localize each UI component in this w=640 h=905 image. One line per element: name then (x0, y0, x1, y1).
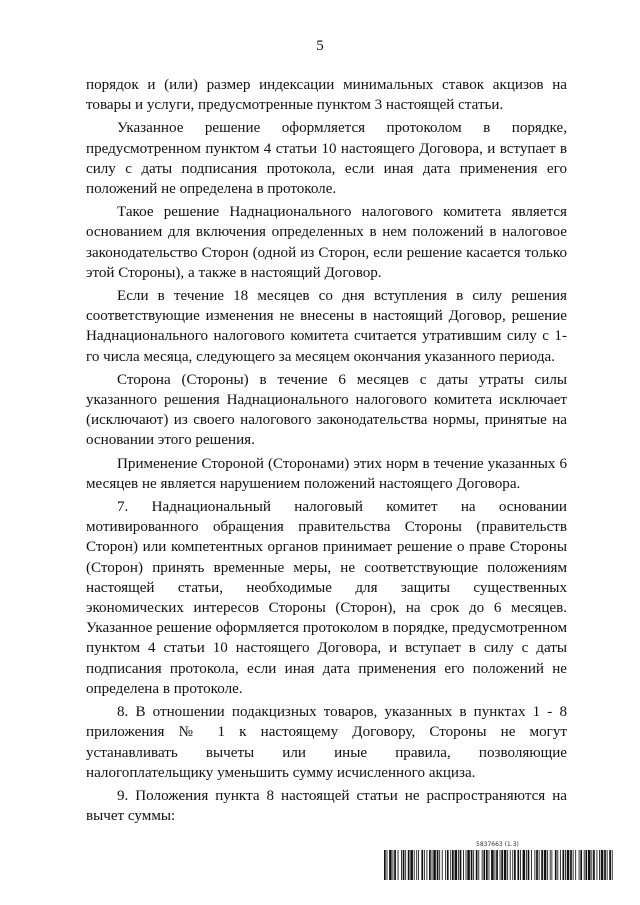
paragraph-5: Сторона (Стороны) в течение 6 месяцев с даты утраты силы указанного решения Наднационального налогового комитета исключает (исключают) из своего налогового законодательства нормы, принятые на основании этого решения. (86, 371, 567, 449)
paragraph-9: 9. Положения пункта 8 настоящей статьи не распространяются на вычет суммы: (86, 787, 567, 825)
document-body (86, 75, 567, 829)
paragraph-2: Указанное решение оформляется протоколом в порядке, предусмотренном пунктом 4 статьи 10 настоящего Договора, и вступает в силу с даты подписания протокола, если иная дата применения его положений не определена в протоколе. (86, 120, 567, 198)
paragraph-8: 8. В отношении подакцизных товаров, указанных в пунктах 1 - 8 приложения № 1 к настоящему Договору, Стороны не могут устанавливать вычеты или иные правила, позволяющие налогоплательщику уменьшить сумму исчисленного акциза. (86, 704, 567, 781)
barcode-caption: 5837663 (1.3) (476, 841, 519, 848)
paragraph-7: 7. Наднациональный налоговый комитет на основании мотивированного обращения правительства Стороны (правительств Сторон) или компетентных органов принимает решение о праве Стороны (Сторон) принять временные меры, не соответствующие положениям настоящей статьи, необходимые для защиты существенных экономических интересов Стороны (Сторон), на срок до 6 месяцев. Указанное решение оформляется протоколом в порядке, предусмотренном пунктом 4 статьи 10 настоящего Договора, и вступает в силу с даты подписания протокола, если иная дата применения его положений не определена в протоколе. (86, 499, 567, 697)
paragraph-6: Применение Стороной (Сторонами) этих норм в течение указанных 6 месяцев не является нарушением положений настоящего Договора. (86, 455, 567, 492)
paragraph-1: порядок и (или) размер индексации минимальных ставок акцизов на товары и услуги, предусмотренные пунктом 3 настоящей статьи. (86, 77, 567, 114)
barcode-image (384, 850, 614, 880)
barcode-block (384, 841, 614, 881)
page-number: 5 (316, 38, 324, 54)
paragraph-4: Если в течение 18 месяцев со дня вступления в силу решения соответствующие изменения не внесены в настоящий Договор, решение Наднационального налогового комитета считается утратившим силу с 1-го числа месяца, следующего за месяцем окончания указанного периода. (86, 288, 567, 365)
paragraph-3: Такое решение Наднационального налогового комитета является основанием для включения определенных в нем положений в налоговое законодательство Сторон (одной из Сторон, если решение касается только этой Стороны), а также в настоящий Договор. (86, 204, 567, 281)
